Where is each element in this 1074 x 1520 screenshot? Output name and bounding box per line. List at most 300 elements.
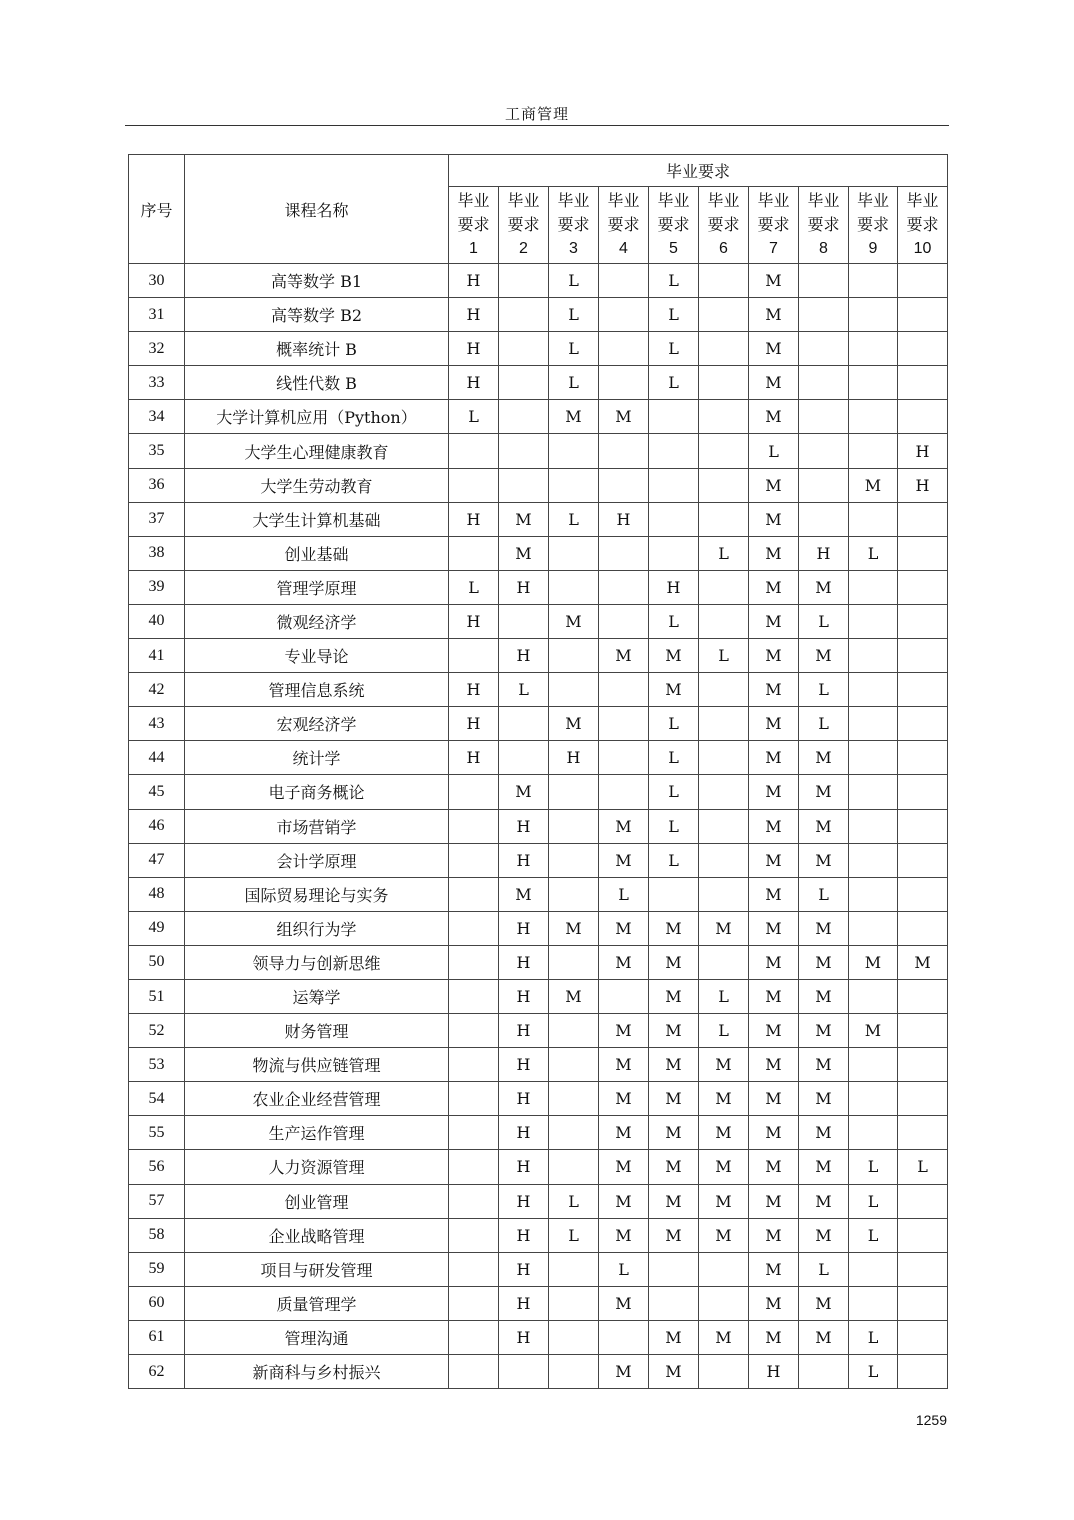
row-req-5 xyxy=(649,400,699,434)
row-seq: 31 xyxy=(129,298,185,332)
row-req-2 xyxy=(499,298,549,332)
column-header-req-num: 2 xyxy=(519,240,528,257)
column-header-req-line2: 要求 xyxy=(807,215,840,234)
row-req-2: M xyxy=(499,502,549,536)
row-req-4: M xyxy=(599,1014,649,1048)
row-req-3: H xyxy=(549,741,599,775)
row-req-5: L xyxy=(649,264,699,298)
table-row xyxy=(129,502,948,536)
column-header-req-4 xyxy=(599,187,649,264)
row-seq: 32 xyxy=(129,332,185,366)
row-req-2: H xyxy=(499,1218,549,1252)
row-seq: 43 xyxy=(129,707,185,741)
table-row xyxy=(129,673,948,707)
column-header-req-num: 6 xyxy=(719,240,728,257)
row-req-7: M xyxy=(749,639,799,673)
row-req-8: M xyxy=(799,911,849,945)
row-req-1: H xyxy=(449,502,499,536)
row-req-9 xyxy=(849,434,898,468)
row-req-2: H xyxy=(499,1116,549,1150)
row-req-5: L xyxy=(649,332,699,366)
row-req-10 xyxy=(898,536,948,570)
row-req-3 xyxy=(549,570,599,604)
row-req-9: L xyxy=(849,1184,898,1218)
row-course-name: 会计学原理 xyxy=(185,843,449,877)
table-body xyxy=(129,264,948,1389)
row-req-5 xyxy=(649,536,699,570)
row-req-7: M xyxy=(749,298,799,332)
row-req-10 xyxy=(898,502,948,536)
row-req-2 xyxy=(499,707,549,741)
row-seq: 39 xyxy=(129,570,185,604)
row-seq: 47 xyxy=(129,843,185,877)
column-header-req-line1: 毕业 xyxy=(856,191,889,210)
column-header-req-num: 7 xyxy=(769,240,778,257)
row-req-4: M xyxy=(599,809,649,843)
column-header-req-line2: 要求 xyxy=(757,215,790,234)
row-req-10 xyxy=(898,570,948,604)
row-req-1 xyxy=(449,775,499,809)
row-req-5: M xyxy=(649,1116,699,1150)
table-row xyxy=(129,877,948,911)
row-req-6: M xyxy=(699,1048,749,1082)
row-req-10 xyxy=(898,911,948,945)
row-req-9 xyxy=(849,400,898,434)
row-req-10 xyxy=(898,1355,948,1389)
row-req-1 xyxy=(449,1048,499,1082)
column-header-req-num: 5 xyxy=(669,240,678,257)
row-req-2: L xyxy=(499,673,549,707)
row-req-7: M xyxy=(749,1082,799,1116)
row-req-4 xyxy=(599,1320,649,1354)
row-req-5: M xyxy=(649,1150,699,1184)
row-req-7: M xyxy=(749,707,799,741)
row-req-2: H xyxy=(499,1252,549,1286)
row-req-5: L xyxy=(649,707,699,741)
row-req-2 xyxy=(499,264,549,298)
row-req-2 xyxy=(499,332,549,366)
row-req-2: H xyxy=(499,979,549,1013)
row-req-8: M xyxy=(799,1150,849,1184)
row-req-9 xyxy=(849,979,898,1013)
table-row xyxy=(129,1355,948,1389)
row-req-10 xyxy=(898,400,948,434)
row-req-3 xyxy=(549,468,599,502)
table-row xyxy=(129,468,948,502)
row-req-2: H xyxy=(499,1320,549,1354)
row-req-7: L xyxy=(749,434,799,468)
row-req-8 xyxy=(799,1355,849,1389)
row-seq: 53 xyxy=(129,1048,185,1082)
row-req-4 xyxy=(599,536,649,570)
table-row xyxy=(129,707,948,741)
row-req-10 xyxy=(898,1218,948,1252)
row-req-2 xyxy=(499,604,549,638)
row-req-9: L xyxy=(849,1150,898,1184)
row-course-name: 企业战略管理 xyxy=(185,1218,449,1252)
column-header-req-line2: 要求 xyxy=(707,215,740,234)
row-req-5: M xyxy=(649,673,699,707)
row-req-3 xyxy=(549,1286,599,1320)
table-row xyxy=(129,1082,948,1116)
table-row xyxy=(129,1184,948,1218)
row-req-2 xyxy=(499,400,549,434)
row-req-7: M xyxy=(749,1048,799,1082)
row-req-7: M xyxy=(749,673,799,707)
row-course-name: 组织行为学 xyxy=(185,911,449,945)
table-row xyxy=(129,809,948,843)
row-req-1 xyxy=(449,468,499,502)
row-req-3 xyxy=(549,775,599,809)
row-req-2: H xyxy=(499,1048,549,1082)
row-seq: 35 xyxy=(129,434,185,468)
row-req-3 xyxy=(549,1252,599,1286)
row-req-8: L xyxy=(799,673,849,707)
row-req-7: M xyxy=(749,741,799,775)
column-header-req-num: 3 xyxy=(569,240,578,257)
row-seq: 41 xyxy=(129,639,185,673)
row-course-name: 新商科与乡村振兴 xyxy=(185,1355,449,1389)
row-seq: 60 xyxy=(129,1286,185,1320)
row-req-4 xyxy=(599,775,649,809)
row-req-8: L xyxy=(799,604,849,638)
row-req-1 xyxy=(449,1150,499,1184)
column-header-req-line1: 毕业 xyxy=(557,191,590,210)
row-req-8: M xyxy=(799,1048,849,1082)
row-course-name: 概率统计 B xyxy=(185,332,449,366)
row-req-10: M xyxy=(898,945,948,979)
row-req-1 xyxy=(449,1184,499,1218)
row-req-6 xyxy=(699,366,749,400)
row-req-7: M xyxy=(749,809,799,843)
row-req-4: M xyxy=(599,911,649,945)
row-seq: 40 xyxy=(129,604,185,638)
row-req-4: M xyxy=(599,843,649,877)
row-req-5 xyxy=(649,1286,699,1320)
row-req-8: M xyxy=(799,1116,849,1150)
row-req-1 xyxy=(449,1320,499,1354)
row-req-1: H xyxy=(449,332,499,366)
row-req-9 xyxy=(849,673,898,707)
row-req-1 xyxy=(449,979,499,1013)
row-req-9 xyxy=(849,843,898,877)
row-req-7: M xyxy=(749,604,799,638)
row-req-3 xyxy=(549,1082,599,1116)
row-req-8 xyxy=(799,366,849,400)
row-req-6 xyxy=(699,332,749,366)
row-req-10 xyxy=(898,1116,948,1150)
row-req-10 xyxy=(898,1184,948,1218)
row-req-3 xyxy=(549,1116,599,1150)
row-req-9 xyxy=(849,366,898,400)
row-req-6 xyxy=(699,1355,749,1389)
table-row xyxy=(129,1286,948,1320)
row-req-2 xyxy=(499,434,549,468)
row-req-6 xyxy=(699,843,749,877)
row-req-6 xyxy=(699,877,749,911)
row-course-name: 领导力与创新思维 xyxy=(185,945,449,979)
row-req-6 xyxy=(699,1286,749,1320)
row-req-5: M xyxy=(649,945,699,979)
row-req-7: M xyxy=(749,332,799,366)
row-seq: 49 xyxy=(129,911,185,945)
row-seq: 58 xyxy=(129,1218,185,1252)
table-row xyxy=(129,979,948,1013)
row-req-8: M xyxy=(799,945,849,979)
row-seq: 61 xyxy=(129,1320,185,1354)
row-req-3: M xyxy=(549,707,599,741)
table-row xyxy=(129,639,948,673)
row-req-8: M xyxy=(799,843,849,877)
column-header-req-line1: 毕业 xyxy=(607,191,640,210)
row-req-2 xyxy=(499,741,549,775)
row-seq: 59 xyxy=(129,1252,185,1286)
row-req-3 xyxy=(549,639,599,673)
table-row xyxy=(129,298,948,332)
table-row xyxy=(129,1218,948,1252)
row-req-3 xyxy=(549,1150,599,1184)
row-req-1: H xyxy=(449,741,499,775)
row-req-4: H xyxy=(599,502,649,536)
row-req-6 xyxy=(699,434,749,468)
row-req-7: M xyxy=(749,468,799,502)
table-row xyxy=(129,775,948,809)
row-req-2: H xyxy=(499,639,549,673)
column-header-req-line1: 毕业 xyxy=(757,191,790,210)
table-row xyxy=(129,1150,948,1184)
row-req-7: M xyxy=(749,1286,799,1320)
row-req-8: M xyxy=(799,1082,849,1116)
row-req-5: M xyxy=(649,639,699,673)
row-req-8: L xyxy=(799,707,849,741)
row-req-1 xyxy=(449,1252,499,1286)
row-req-9 xyxy=(849,298,898,332)
row-req-1: L xyxy=(449,570,499,604)
row-course-name: 统计学 xyxy=(185,741,449,775)
row-req-7: M xyxy=(749,877,799,911)
row-req-10: L xyxy=(898,1150,948,1184)
row-req-5: M xyxy=(649,1082,699,1116)
row-req-5: L xyxy=(649,298,699,332)
column-header-req-num: 10 xyxy=(913,240,932,257)
row-req-9 xyxy=(849,707,898,741)
row-req-10 xyxy=(898,264,948,298)
column-header-req-line1: 毕业 xyxy=(906,191,939,210)
row-req-4: M xyxy=(599,400,649,434)
row-seq: 51 xyxy=(129,979,185,1013)
row-req-6: M xyxy=(699,1218,749,1252)
row-req-7: M xyxy=(749,1150,799,1184)
row-req-6 xyxy=(699,468,749,502)
row-req-2: H xyxy=(499,911,549,945)
row-req-10 xyxy=(898,366,948,400)
row-req-5: H xyxy=(649,570,699,604)
row-req-7: M xyxy=(749,1320,799,1354)
row-req-10 xyxy=(898,639,948,673)
table-row xyxy=(129,843,948,877)
row-req-4: M xyxy=(599,1048,649,1082)
row-req-4: M xyxy=(599,1355,649,1389)
row-req-8 xyxy=(799,298,849,332)
row-course-name: 创业管理 xyxy=(185,1184,449,1218)
row-req-1 xyxy=(449,843,499,877)
column-header-req-line2: 要求 xyxy=(507,215,540,234)
row-req-8: M xyxy=(799,1286,849,1320)
row-req-9: M xyxy=(849,945,898,979)
column-header-req-8 xyxy=(799,187,849,264)
row-req-10: H xyxy=(898,434,948,468)
row-seq: 55 xyxy=(129,1116,185,1150)
row-req-5: M xyxy=(649,1218,699,1252)
row-req-8: M xyxy=(799,979,849,1013)
row-course-name: 宏观经济学 xyxy=(185,707,449,741)
row-req-1 xyxy=(449,1286,499,1320)
row-req-4: M xyxy=(599,1286,649,1320)
row-req-2: M xyxy=(499,877,549,911)
row-req-7: M xyxy=(749,536,799,570)
table-row xyxy=(129,264,948,298)
row-req-7: M xyxy=(749,1014,799,1048)
row-req-10 xyxy=(898,1082,948,1116)
row-req-7: M xyxy=(749,366,799,400)
row-req-1 xyxy=(449,1116,499,1150)
row-req-7: M xyxy=(749,1252,799,1286)
row-req-8: M xyxy=(799,741,849,775)
row-req-3 xyxy=(549,434,599,468)
row-req-5 xyxy=(649,468,699,502)
row-req-5: L xyxy=(649,843,699,877)
row-req-9: M xyxy=(849,1014,898,1048)
row-req-9 xyxy=(849,332,898,366)
row-req-7: H xyxy=(749,1355,799,1389)
row-req-8 xyxy=(799,434,849,468)
row-req-2: H xyxy=(499,945,549,979)
row-req-9: L xyxy=(849,1355,898,1389)
row-req-10 xyxy=(898,1014,948,1048)
row-req-9 xyxy=(849,1048,898,1082)
row-req-9 xyxy=(849,741,898,775)
row-req-4 xyxy=(599,673,649,707)
row-req-2: H xyxy=(499,570,549,604)
row-seq: 62 xyxy=(129,1355,185,1389)
row-req-1 xyxy=(449,877,499,911)
row-req-4: M xyxy=(599,1184,649,1218)
row-req-7: M xyxy=(749,775,799,809)
row-req-2 xyxy=(499,1355,549,1389)
column-header-req-6 xyxy=(699,187,749,264)
table-row xyxy=(129,604,948,638)
row-req-5 xyxy=(649,434,699,468)
row-course-name: 大学生计算机基础 xyxy=(185,502,449,536)
row-req-5: M xyxy=(649,1184,699,1218)
table-row xyxy=(129,911,948,945)
row-req-4 xyxy=(599,366,649,400)
column-header-req-line2: 要求 xyxy=(607,215,640,234)
row-req-7: M xyxy=(749,1218,799,1252)
row-seq: 30 xyxy=(129,264,185,298)
row-seq: 38 xyxy=(129,536,185,570)
row-req-10 xyxy=(898,298,948,332)
row-req-6 xyxy=(699,1252,749,1286)
column-header-req-line1: 毕业 xyxy=(657,191,690,210)
row-req-4: M xyxy=(599,1116,649,1150)
row-req-1: H xyxy=(449,673,499,707)
row-req-9 xyxy=(849,1082,898,1116)
row-req-2: H xyxy=(499,809,549,843)
table-row xyxy=(129,1320,948,1354)
row-req-9: L xyxy=(849,1320,898,1354)
row-req-10 xyxy=(898,673,948,707)
table-row xyxy=(129,332,948,366)
row-req-8: M xyxy=(799,1218,849,1252)
column-header-req-line2: 要求 xyxy=(906,215,939,234)
row-req-4 xyxy=(599,468,649,502)
column-group-header: 毕业要求 xyxy=(449,155,948,187)
row-req-1 xyxy=(449,536,499,570)
row-req-4: M xyxy=(599,945,649,979)
row-req-7: M xyxy=(749,1116,799,1150)
row-seq: 42 xyxy=(129,673,185,707)
row-req-4 xyxy=(599,298,649,332)
row-req-3: L xyxy=(549,366,599,400)
page-header-title: 工商管理 xyxy=(504,105,569,123)
column-header-req-3 xyxy=(549,187,599,264)
row-req-2: H xyxy=(499,1150,549,1184)
row-seq: 46 xyxy=(129,809,185,843)
row-req-6: M xyxy=(699,1082,749,1116)
row-req-4: M xyxy=(599,1218,649,1252)
row-req-8: M xyxy=(799,570,849,604)
row-req-9 xyxy=(849,570,898,604)
row-req-3: M xyxy=(549,400,599,434)
row-seq: 48 xyxy=(129,877,185,911)
row-req-4 xyxy=(599,264,649,298)
page-number: 1259 xyxy=(915,1412,947,1428)
row-req-6: M xyxy=(699,1116,749,1150)
table-row xyxy=(129,1252,948,1286)
row-req-3 xyxy=(549,809,599,843)
column-header-req-line2: 要求 xyxy=(557,215,590,234)
row-course-name: 管理学原理 xyxy=(185,570,449,604)
row-req-3: L xyxy=(549,1184,599,1218)
row-req-8 xyxy=(799,264,849,298)
row-req-1 xyxy=(449,1082,499,1116)
row-req-3: L xyxy=(549,332,599,366)
row-req-10 xyxy=(898,1048,948,1082)
row-req-3 xyxy=(549,1320,599,1354)
row-course-name: 农业企业经营管理 xyxy=(185,1082,449,1116)
row-req-6: M xyxy=(699,1184,749,1218)
row-req-9 xyxy=(849,604,898,638)
row-req-7: M xyxy=(749,945,799,979)
row-req-9: L xyxy=(849,1218,898,1252)
row-course-name: 电子商务概论 xyxy=(185,775,449,809)
row-req-2: H xyxy=(499,1014,549,1048)
column-header-req-1 xyxy=(449,187,499,264)
row-req-3 xyxy=(549,536,599,570)
row-req-8: M xyxy=(799,1014,849,1048)
row-req-5 xyxy=(649,877,699,911)
row-req-2 xyxy=(499,366,549,400)
row-req-10: H xyxy=(898,468,948,502)
row-req-6 xyxy=(699,809,749,843)
row-course-name: 高等数学 B2 xyxy=(185,298,449,332)
row-req-1 xyxy=(449,945,499,979)
row-req-3 xyxy=(549,843,599,877)
column-header-course: 课程名称 xyxy=(185,155,449,264)
row-req-8: L xyxy=(799,1252,849,1286)
row-req-7: M xyxy=(749,264,799,298)
